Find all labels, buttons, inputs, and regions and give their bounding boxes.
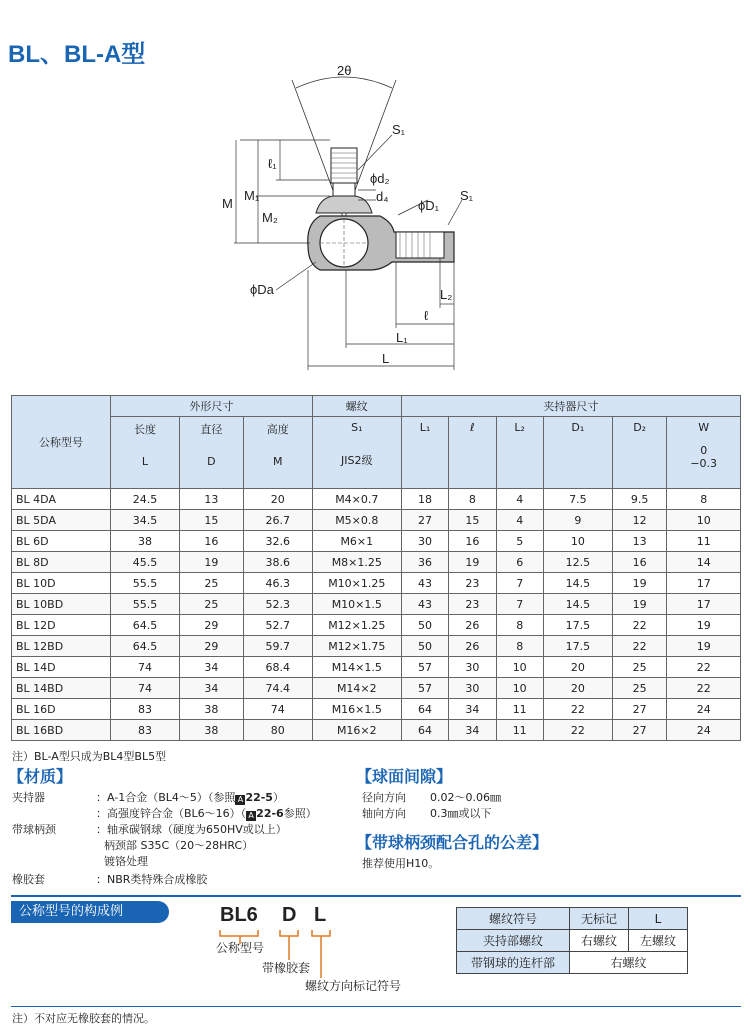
- model-cell: BL 16BD: [12, 720, 111, 741]
- model-cell: BL 5DA: [12, 510, 111, 531]
- value-cell: 14.5: [543, 594, 612, 615]
- value-cell: 23: [449, 594, 496, 615]
- value-cell: 38: [179, 699, 243, 720]
- example-pill: 公称型号的构成例: [11, 901, 169, 923]
- value-cell: 34: [449, 699, 496, 720]
- value-cell: 17.5: [543, 636, 612, 657]
- thread-h3: L: [629, 908, 688, 930]
- value-cell: 26.7: [243, 510, 312, 531]
- value-cell: 16: [612, 552, 667, 573]
- L-label: L: [382, 351, 390, 366]
- code-d: D: [282, 904, 297, 926]
- value-cell: 27: [401, 510, 448, 531]
- value-cell: M10×1.25: [312, 573, 401, 594]
- value-cell: 20: [543, 657, 612, 678]
- value-cell: 10: [543, 531, 612, 552]
- value-cell: 24.5: [111, 489, 180, 510]
- l-label: ℓ: [424, 308, 429, 323]
- value-cell: 14.5: [543, 573, 612, 594]
- value-cell: 19: [612, 594, 667, 615]
- value-cell: M16×1.5: [312, 699, 401, 720]
- value-cell: 12.5: [543, 552, 612, 573]
- value-cell: 17: [667, 573, 741, 594]
- value-cell: 6: [496, 552, 543, 573]
- value-cell: 68.4: [243, 657, 312, 678]
- value-cell: 22: [667, 678, 741, 699]
- value-cell: 55.5: [111, 573, 180, 594]
- thread-r1c1: 夹持部螺纹: [457, 930, 570, 952]
- value-cell: 25: [612, 678, 667, 699]
- value-cell: 19: [667, 636, 741, 657]
- material-title: 【材质】: [8, 767, 73, 786]
- L1-label: L₁: [396, 330, 408, 345]
- value-cell: 22: [543, 720, 612, 741]
- angle-label: 2θ: [337, 63, 352, 78]
- value-cell: M14×2: [312, 678, 401, 699]
- value-cell: M10×1.5: [312, 594, 401, 615]
- value-cell: 30: [449, 657, 496, 678]
- value-cell: M16×2: [312, 720, 401, 741]
- value-cell: 64: [401, 699, 448, 720]
- value-cell: 30: [401, 531, 448, 552]
- value-cell: 83: [111, 699, 180, 720]
- col-W-header: W 0 −0.3: [667, 417, 741, 489]
- l1-label: ℓ₁: [268, 156, 277, 171]
- value-cell: 20: [243, 489, 312, 510]
- col-height-header: 高度 M: [243, 417, 312, 489]
- value-cell: 34: [179, 657, 243, 678]
- value-cell: 22: [612, 615, 667, 636]
- value-cell: 34.5: [111, 510, 180, 531]
- value-cell: 8: [449, 489, 496, 510]
- model-cell: BL 12D: [12, 615, 111, 636]
- value-cell: 64.5: [111, 636, 180, 657]
- radial-value: 0.02～0.06㎜: [430, 791, 501, 804]
- value-cell: 50: [401, 636, 448, 657]
- value-cell: 27: [612, 720, 667, 741]
- bottom-note: 注）不对应无橡胶套的情况。: [12, 1012, 155, 1025]
- value-cell: 15: [179, 510, 243, 531]
- value-cell: 10: [496, 657, 543, 678]
- value-cell: 24: [667, 720, 741, 741]
- col-D1-header: D₁: [543, 417, 612, 489]
- label-direction: 螺纹方向标记符号: [305, 979, 402, 993]
- value-cell: 10: [496, 678, 543, 699]
- value-cell: 38.6: [243, 552, 312, 573]
- value-cell: 9: [543, 510, 612, 531]
- value-cell: 8: [496, 615, 543, 636]
- value-cell: 55.5: [111, 594, 180, 615]
- thread-r2c1: 带钢球的连杆部: [457, 952, 570, 974]
- value-cell: 19: [612, 573, 667, 594]
- value-cell: 38: [111, 531, 180, 552]
- value-cell: 57: [401, 657, 448, 678]
- model-cell: BL 4DA: [12, 489, 111, 510]
- value-cell: 20: [543, 678, 612, 699]
- catalog-ref-icon: A: [235, 795, 245, 805]
- s1-right-label: S₁: [460, 188, 474, 203]
- value-cell: 13: [612, 531, 667, 552]
- value-cell: 14: [667, 552, 741, 573]
- value-cell: 25: [612, 657, 667, 678]
- col-model-header: 公称型号: [12, 396, 111, 489]
- phi-Da-label: ϕDa: [250, 282, 274, 297]
- axial-value: 0.3㎜或以下: [430, 807, 492, 820]
- value-cell: 80: [243, 720, 312, 741]
- value-cell: 4: [496, 510, 543, 531]
- boot-value: ：NBR类特殊合成橡胶: [96, 873, 208, 886]
- value-cell: 29: [179, 615, 243, 636]
- value-cell: 25: [179, 594, 243, 615]
- group-holder-header: 夹持器尺寸: [401, 396, 740, 417]
- value-cell: 34: [449, 720, 496, 741]
- holder-label: 夹持器: [12, 791, 45, 804]
- value-cell: 74: [243, 699, 312, 720]
- M2-label: M₂: [262, 210, 278, 225]
- radial-label: 径向方向: [362, 791, 406, 804]
- value-cell: 52.3: [243, 594, 312, 615]
- value-cell: 26: [449, 636, 496, 657]
- L2-label: L₂: [440, 287, 453, 302]
- col-dia-header: 直径 D: [179, 417, 243, 489]
- value-cell: 9.5: [612, 489, 667, 510]
- value-cell: 11: [496, 699, 543, 720]
- value-cell: 59.7: [243, 636, 312, 657]
- value-cell: 32.6: [243, 531, 312, 552]
- value-cell: 4: [496, 489, 543, 510]
- value-cell: M8×1.25: [312, 552, 401, 573]
- value-cell: 8: [667, 489, 741, 510]
- holder-value-1: ：A-1合金（BL4～5）（参照 A 22-5）: [96, 791, 284, 804]
- value-cell: 25: [179, 573, 243, 594]
- value-cell: 64: [401, 720, 448, 741]
- stud-value-2: 柄颈部 S35C（20～28HRC）: [104, 839, 254, 852]
- col-L1-header: L₁: [401, 417, 448, 489]
- value-cell: 19: [667, 615, 741, 636]
- value-cell: 64.5: [111, 615, 180, 636]
- value-cell: 7: [496, 594, 543, 615]
- value-cell: 16: [449, 531, 496, 552]
- value-cell: 11: [667, 531, 741, 552]
- axial-label: 轴向方向: [362, 807, 406, 820]
- value-cell: 74.4: [243, 678, 312, 699]
- M1-label: M₁: [244, 188, 260, 203]
- col-L2-header: L₂: [496, 417, 543, 489]
- value-cell: M5×0.8: [312, 510, 401, 531]
- value-cell: 57: [401, 678, 448, 699]
- model-cell: BL 12BD: [12, 636, 111, 657]
- value-cell: 22: [612, 636, 667, 657]
- value-cell: 83: [111, 720, 180, 741]
- phi-D1-label: ϕD₁: [418, 198, 440, 213]
- stud-value-3: 镀铬处理: [104, 855, 148, 868]
- value-cell: 43: [401, 594, 448, 615]
- value-cell: M6×1: [312, 531, 401, 552]
- label-boot: 带橡胶套: [262, 961, 311, 975]
- value-cell: 38: [179, 720, 243, 741]
- value-cell: 36: [401, 552, 448, 573]
- value-cell: 5: [496, 531, 543, 552]
- value-cell: 19: [449, 552, 496, 573]
- value-cell: 7: [496, 573, 543, 594]
- catalog-ref-icon: A: [246, 811, 256, 821]
- bottom-divider: [11, 1006, 741, 1007]
- s1-top-label: S₁: [392, 122, 406, 137]
- stud-value-1: ：轴承碳钢球（硬度为650HV或以上）: [96, 823, 287, 836]
- value-cell: 12: [612, 510, 667, 531]
- value-cell: M14×1.5: [312, 657, 401, 678]
- value-cell: M12×1.25: [312, 615, 401, 636]
- code-bl6: BL6: [220, 904, 258, 926]
- value-cell: 23: [449, 573, 496, 594]
- table-note: 注）BL-A型只成为BL4型BL5型: [12, 750, 167, 763]
- thread-h2: 无标记: [570, 908, 629, 930]
- value-cell: 24: [667, 699, 741, 720]
- tolerance-title: 【带球柄颈配合孔的公差】: [356, 833, 549, 852]
- d4-label: d₄: [376, 189, 389, 204]
- thread-r2c2: 右螺纹: [570, 952, 688, 974]
- thread-h1: 螺纹符号: [457, 908, 570, 930]
- label-model: 公称型号: [216, 941, 265, 955]
- model-cell: BL 14BD: [12, 678, 111, 699]
- code-l: L: [314, 904, 327, 926]
- value-cell: 74: [111, 657, 180, 678]
- value-cell: 52.7: [243, 615, 312, 636]
- value-cell: 29: [179, 636, 243, 657]
- value-cell: M12×1.75: [312, 636, 401, 657]
- value-cell: 11: [496, 720, 543, 741]
- model-cell: BL 8D: [12, 552, 111, 573]
- value-cell: 7.5: [543, 489, 612, 510]
- value-cell: 30: [449, 678, 496, 699]
- thread-r1c3: 左螺纹: [629, 930, 688, 952]
- value-cell: 17.5: [543, 615, 612, 636]
- value-cell: 15: [449, 510, 496, 531]
- value-cell: 17: [667, 594, 741, 615]
- group-outer-header: 外形尺寸: [111, 396, 313, 417]
- value-cell: 22: [667, 657, 741, 678]
- value-cell: 26: [449, 615, 496, 636]
- model-cell: BL 10D: [12, 573, 111, 594]
- tolerance-text: 推荐使用H10。: [362, 857, 440, 870]
- value-cell: 13: [179, 489, 243, 510]
- value-cell: 50: [401, 615, 448, 636]
- value-cell: 43: [401, 573, 448, 594]
- M-label: M: [222, 196, 233, 211]
- model-cell: BL 16D: [12, 699, 111, 720]
- model-cell: BL 14D: [12, 657, 111, 678]
- col-D2-header: D₂: [612, 417, 667, 489]
- value-cell: 34: [179, 678, 243, 699]
- value-cell: M4×0.7: [312, 489, 401, 510]
- value-cell: 8: [496, 636, 543, 657]
- value-cell: 18: [401, 489, 448, 510]
- model-cell: BL 6D: [12, 531, 111, 552]
- value-cell: 27: [612, 699, 667, 720]
- value-cell: 46.3: [243, 573, 312, 594]
- value-cell: 74: [111, 678, 180, 699]
- col-length-header: 长度 L: [111, 417, 180, 489]
- value-cell: 10: [667, 510, 741, 531]
- boot-label: 橡胶套: [12, 873, 45, 886]
- group-thread-header: 螺纹: [312, 396, 401, 417]
- phi-d2-label: ϕd₂: [370, 171, 390, 186]
- value-cell: 22: [543, 699, 612, 720]
- stud-label: 带球柄颈: [12, 823, 56, 836]
- value-cell: 19: [179, 552, 243, 573]
- thread-table: [456, 907, 688, 974]
- value-cell: 16: [179, 531, 243, 552]
- col-l-header: ℓ: [449, 417, 496, 489]
- model-cell: BL 10BD: [12, 594, 111, 615]
- thread-r1c2: 右螺纹: [570, 930, 629, 952]
- page-title: BL、BL-A型: [8, 41, 146, 68]
- holder-value-2: ：高强度锌合金（BL6～16）（ A 22-6参照）: [96, 807, 317, 820]
- clearance-title: 【球面间隙】: [356, 767, 453, 786]
- value-cell: 45.5: [111, 552, 180, 573]
- col-s1-header: S₁ JIS2级: [312, 417, 401, 489]
